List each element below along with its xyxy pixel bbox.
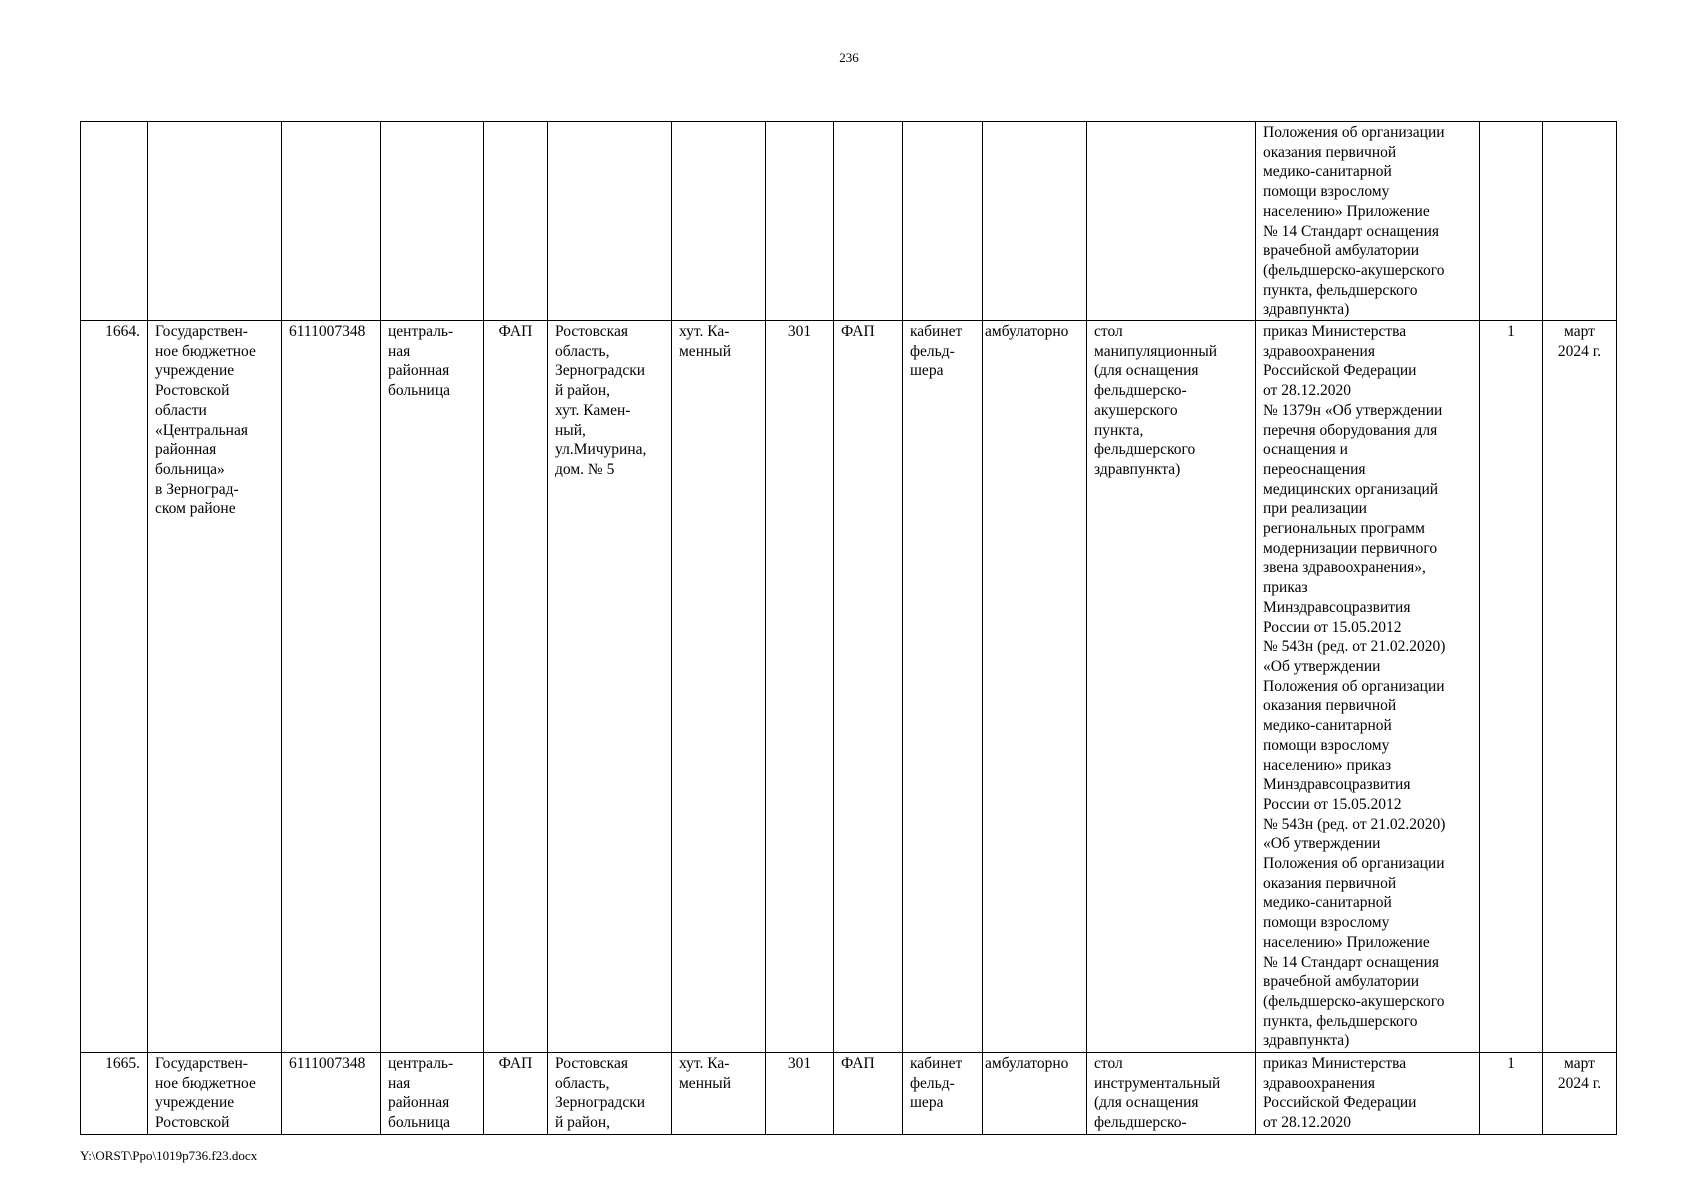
text-line: населению» Приложение (1263, 933, 1430, 951)
regulation-cell (1256, 122, 1480, 321)
text-line: Положения об организации (1263, 855, 1445, 873)
text-line: (для оснащения (1094, 1094, 1199, 1112)
text-line: Российской Федерации (1263, 1094, 1417, 1112)
text-line: ное бюджетное (155, 1074, 256, 1092)
text-line: Минздравсоцразвития (1263, 598, 1411, 616)
text-line: в Зерноград- (155, 480, 239, 498)
text-line: помощи взрослому (1263, 183, 1390, 201)
row-number: 1665. (81, 1053, 148, 1135)
text-line: оказания первичной (1263, 697, 1397, 715)
text-line: районная (388, 362, 450, 380)
text-line: Ростовской (155, 1114, 230, 1132)
text-line: региональных программ (1263, 520, 1425, 538)
text-line: медицинских организаций (1263, 480, 1439, 498)
locality-cell (672, 1053, 766, 1135)
equipment-table (80, 121, 1617, 1135)
table-row-continued (81, 122, 1617, 321)
table-row-1665 (81, 1053, 1617, 1135)
date-cell (1543, 1053, 1617, 1135)
code-cell: 301 (766, 1053, 834, 1135)
text-line: хут. Камен- (555, 401, 631, 419)
text-line: (фельдшерско-акушерского (1263, 261, 1445, 279)
text-line: при реализации (1263, 500, 1367, 518)
text-line: врачебной амбулатории (1263, 242, 1420, 260)
room-cell (903, 321, 983, 1053)
page-number: 236 (839, 50, 859, 65)
text-line: России от 15.05.2012 (1263, 795, 1402, 813)
organization-cell (148, 321, 282, 1053)
text-line: манипуляционный (1094, 342, 1218, 360)
subunit-cell: ФАП (834, 1053, 903, 1135)
table-row-1664 (81, 321, 1617, 1053)
text-line: фельдшерско- (1094, 382, 1187, 400)
text-line: ском районе (155, 500, 236, 518)
text-line: оказания первичной (1263, 874, 1397, 892)
unit-cell: ФАП (484, 321, 548, 1053)
text-line: кабинет (910, 1055, 963, 1073)
text-line: стол (1094, 323, 1123, 341)
unit-cell: ФАП (484, 1053, 548, 1135)
text-line: модернизации первичного (1263, 539, 1438, 557)
org-type-cell (381, 1053, 484, 1135)
text-line: Российской Федерации (1263, 362, 1417, 380)
text-line: й район, (555, 382, 611, 400)
text-line: «Об утверждении (1263, 657, 1381, 675)
text-line: Ростовская (555, 323, 628, 341)
text-line: районная (388, 1094, 450, 1112)
text-line: хут. Ка- (679, 323, 730, 341)
text-line: перечня оборудования для (1263, 421, 1438, 439)
text-line: дом. № 5 (555, 460, 615, 478)
text-line: Положения об организации (1263, 677, 1445, 695)
org-type-cell (381, 321, 484, 1053)
text-line: ное бюджетное (155, 342, 256, 360)
text-line: «Центральная (155, 421, 248, 439)
text-line: № 543н (ред. от 21.02.2020) (1263, 638, 1446, 656)
text-line: переоснащения (1263, 460, 1366, 478)
room-cell (903, 1053, 983, 1135)
text-line: области (155, 401, 207, 419)
text-line: пункта, (1094, 421, 1144, 439)
quantity-cell: 1 (1480, 321, 1543, 1053)
text-line: «Об утверждении (1263, 835, 1381, 853)
text-line: Положения об организации (1263, 124, 1445, 141)
text-line: централь- (388, 1055, 454, 1073)
text-line: медико-санитарной (1263, 717, 1392, 735)
equipment-cell (1087, 321, 1256, 1053)
text-line: учреждение (155, 1094, 235, 1112)
text-line: 2024 г. (1557, 1074, 1602, 1092)
text-line: больница (388, 1114, 450, 1132)
text-line: приказ (1263, 579, 1308, 597)
mode-cell: амбулаторно (983, 1053, 1087, 1135)
date-cell (1543, 321, 1617, 1053)
text-line: Государствен- (155, 1055, 248, 1073)
address-cell (548, 1053, 672, 1135)
text-line: населению» приказ (1263, 756, 1392, 774)
text-line: здравпункта) (1263, 1032, 1350, 1050)
text-line: пункта, фельдшерского (1263, 1012, 1418, 1030)
text-line: больница» (155, 460, 225, 478)
text-line: фельдшерско- (1094, 1114, 1187, 1132)
inn-cell: 6111007348 (282, 1053, 381, 1135)
text-line: область, (555, 1074, 610, 1092)
text-line: здравоохранения (1263, 342, 1375, 360)
text-line: населению» Приложение (1263, 202, 1430, 220)
code-cell: 301 (766, 321, 834, 1053)
text-line: учреждение (155, 362, 235, 380)
text-line: оказания первичной (1263, 143, 1397, 161)
equipment-cell (1087, 1053, 1256, 1135)
text-line: от 28.12.2020 (1263, 1114, 1351, 1132)
text-line: медико-санитарной (1263, 894, 1392, 912)
text-line: Ростовская (555, 1055, 628, 1073)
text-line: № 14 Стандарт оснащения (1263, 222, 1439, 240)
text-line: фельд- (910, 342, 955, 360)
text-line: приказ Министерства (1263, 323, 1407, 341)
text-line: № 14 Стандарт оснащения (1263, 953, 1439, 971)
text-line: здравпункта) (1094, 460, 1181, 478)
text-line: Зерноградски (555, 362, 646, 380)
text-line: районная (155, 441, 217, 459)
row-number: 1664. (81, 321, 148, 1053)
text-line: инструментальный (1094, 1074, 1221, 1092)
text-line: Минздравсоцразвития (1263, 776, 1411, 794)
mode-cell: амбулаторно (983, 321, 1087, 1053)
text-line: ная (388, 1074, 411, 1092)
text-line: 2024 г. (1557, 342, 1602, 360)
text-line: й район, (555, 1114, 611, 1132)
footer-file-path: Y:\ORST\Ppo\1019p736.f23.docx (80, 1148, 258, 1163)
text-line: стол (1094, 1055, 1123, 1073)
text-line: хут. Ка- (679, 1055, 730, 1073)
text-line: менный (679, 1074, 731, 1092)
text-line: врачебной амбулатории (1263, 973, 1420, 991)
text-line: фельдшерского (1094, 441, 1196, 459)
regulation-cell (1256, 1053, 1480, 1135)
text-line: область, (555, 342, 610, 360)
locality-cell (672, 321, 766, 1053)
text-line: медико-санитарной (1263, 163, 1392, 181)
text-line: Государствен- (155, 323, 248, 341)
text-line: март (1564, 1055, 1595, 1073)
text-line: пункта, фельдшерского (1263, 281, 1418, 299)
text-line: от 28.12.2020 (1263, 382, 1351, 400)
text-line: Зерноградски (555, 1094, 646, 1112)
text-line: ная (388, 342, 411, 360)
organization-cell (148, 1053, 282, 1135)
text-line: № 1379н «Об утверждении (1263, 401, 1443, 419)
text-line: кабинет (910, 323, 963, 341)
text-line: шера (910, 1094, 944, 1112)
text-line: помощи взрослому (1263, 736, 1390, 754)
subunit-cell: ФАП (834, 321, 903, 1053)
regulation-cell (1256, 321, 1480, 1053)
text-line: шера (910, 362, 944, 380)
text-line: (фельдшерско-акушерского (1263, 992, 1445, 1010)
text-line: приказ Министерства (1263, 1055, 1407, 1073)
text-line: помощи взрослому (1263, 914, 1390, 932)
text-line: № 543н (ред. от 21.02.2020) (1263, 815, 1446, 833)
inn-cell: 6111007348 (282, 321, 381, 1053)
text-line: здравоохранения (1263, 1074, 1375, 1092)
text-line: ный, (555, 421, 586, 439)
text-line: (для оснащения (1094, 362, 1199, 380)
text-line: здравпункта) (1263, 301, 1350, 319)
address-cell (548, 321, 672, 1053)
text-line: фельд- (910, 1074, 955, 1092)
text-line: Ростовской (155, 382, 230, 400)
text-line: менный (679, 342, 731, 360)
text-line: ул.Мичурина, (555, 441, 647, 459)
text-line: акушерского (1094, 401, 1178, 419)
text-line: больница (388, 382, 450, 400)
text-line: оснащения и (1263, 441, 1348, 459)
text-line: звена здравоохранения», (1263, 559, 1426, 577)
text-line: централь- (388, 323, 454, 341)
quantity-cell: 1 (1480, 1053, 1543, 1135)
text-line: России от 15.05.2012 (1263, 618, 1402, 636)
text-line: март (1564, 323, 1595, 341)
